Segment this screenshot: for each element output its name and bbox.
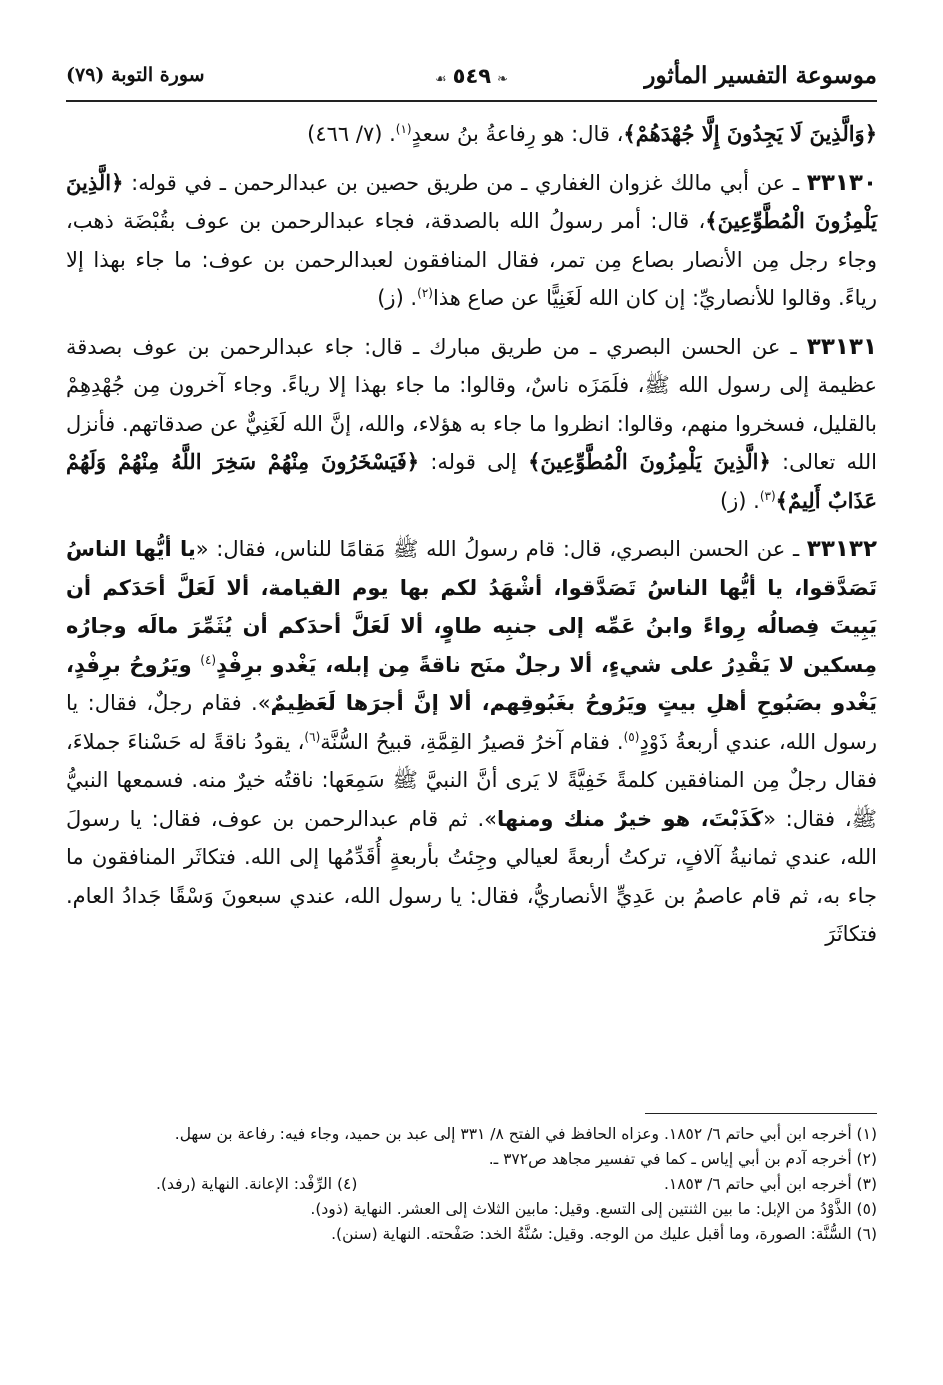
footnotes: [66, 1122, 877, 1247]
text: ، قال: أمر رسولُ الله بالصدقة، فجاء عبدالرحمن بن عوف بقُبْضَة ذهب، وجاء رجل مِن الأنصار بصاع مِن تمر، فقال المنافقون لعبدالرحمن بن عوف: ما جاء بهذا إلا رياءً. وقالوا للأنصاريِّ: إن كان الله لَغَنِيًّا عن صاع هذا: [66, 209, 877, 310]
narration-number: ٣٣١٣٠: [806, 169, 877, 196]
quran-verse: ﴿فَيَسْخَرُونَ مِنْهُمْ سَخِرَ اللَّهُ مِنْهُمْ وَلَهُمْ عَذَابٌ أَلِيمٌ﴾: [66, 449, 877, 513]
text: إلى قوله:: [419, 450, 529, 474]
footnote-ref[interactable]: (٦): [304, 729, 321, 744]
footnote-ref[interactable]: (٤): [200, 652, 217, 667]
footnote-5: (٥) الذَّوْدُ من الإبل: ما بين الثنتين إلى التسع. وقيل: مابين الثلاث إلى العشر. النهاية (ذود).: [310, 1200, 877, 1218]
hadith-text: يا أيُّها الناسُ تَصَدَّقوا، يا أيُّها الناسُ تَصَدَّقوا، أشْهَدُ لكم بها يوم القيامة، ألا لَعَلَّ أحَدَكم أن يَبِيتَ فِصالُه رِواءً وابنُ عَمِّه إلى جنبِه طاوٍ، ألا لَعَلَّ أحدَكم أن يُثَمِّرَ مالَه وجارُه مِسكين لا يَقْدِرُ على شيءٍ، ألا رجلٌ منَح ناقةً مِن إبله، يَغْدو برِفْدٍ: [66, 537, 877, 677]
paragraph-33130: [66, 164, 877, 318]
page-number-value: ٥٤٩: [452, 64, 492, 88]
text: ، يقودُ ناقةً له حَسْناءَ جملاءَ، فقال رجلٌ مِن المنافقين كلمةً خَفِيَّةً لا يَرى أنَّ النبيَّ ﷺ سَمِعَها: ناقتُه خيرٌ منه. فسمعها النبيُّ ﷺ، فقال: «: [66, 729, 877, 831]
text: ». فقام رجلٌ، فقال: يا رسول الله، عندي أربعةُ ذَوْدٍ: [66, 691, 877, 754]
footnote-4: (٤) الرِّفْد: الإعانة. النهاية (رفد).: [156, 1175, 358, 1193]
hadith-text: كَذَبْتَ، هو خيرٌ منك ومنها: [497, 806, 764, 831]
paragraph-1: [66, 115, 877, 154]
narration-number: ٣٣١٣٢: [806, 536, 877, 562]
text: . فقام آخرُ قصيرُ القِمَّةِ، قبيحُ السُّنَّة: [320, 729, 624, 754]
footnote-ref[interactable]: (٢): [417, 286, 433, 300]
footnote-row: [66, 1172, 877, 1197]
main-text: [66, 115, 877, 954]
quran-verse: ﴿الَّذِينَ يَلْمِزُونَ الْمُطَّوِّعِينَ﴾: [528, 449, 771, 474]
ornament-icon: ☙: [434, 72, 447, 87]
book-title: موسوعة التفسير المأثور: [644, 62, 877, 89]
text: ـ عن الحسن البصري ـ من طريق مبارك ـ قال: جاء عبدالرحمن بن عوف بصدقة عظيمة إلى رسول الله ﷺ، فلَمَزَه ناسٌ، وقالوا: ما جاء بهذا إلا رياءً. وجاء آخرون مِن جُهْدِهِمْ بالقليل، فسخروا منهم، وقالوا: انظروا ما جاء به هؤلاء، والله، إنَّ الله لَغَنِيٌّ عن صدقاتهم. فأنزل الله تعالى:: [66, 334, 877, 474]
text: ، قال: هو رِفاعةُ بنُ سعدٍ: [411, 122, 624, 146]
page-number: [429, 64, 514, 88]
source-ref: . (ز): [377, 286, 418, 310]
footnote-ref[interactable]: (١): [395, 122, 412, 136]
footnote-1: (١) أخرجه ابن أبي حاتم ٦/ ١٨٥٢. وعزاه الحافظ في الفتح ٨/ ٣٣١ إلى عبد بن حميد، وجاء فيه: رفاعة بن سهل.: [174, 1125, 877, 1143]
ornament-icon: ❧: [497, 72, 509, 87]
quran-verse: ﴿الَّذِينَ يَلْمِزُونَ الْمُطَّوِّعِينَ﴾: [66, 169, 877, 233]
quran-verse: ﴿وَالَّذِينَ لَا يَجِدُونَ إِلَّا جُهْدَهُمْ﴾: [623, 121, 877, 146]
text: ـ عن أبي مالك غزوان الغفاري ـ من طريق حصين بن عبدالرحمن ـ في قوله:: [123, 170, 800, 195]
footnote-2: (٢) أخرجه آدم بن أبي إياس ـ كما في تفسير مجاهد ص٣٧٢ ـ.: [488, 1150, 877, 1168]
text: ـ عن الحسن البصري، قال: قام رسولُ الله ﷺ مَقامًا للناس، فقال: «: [195, 537, 800, 561]
surah-title: سورة التوبة (٧٩): [66, 64, 205, 86]
footnote-6: (٦) السُّنَّة: الصورة، وما أقبل عليك من الوجه. وقيل: سُنَّةُ الخد: صَفْحته. النهاية (سنن).: [331, 1225, 877, 1243]
source-ref: . (٧/ ٤٦٦): [307, 122, 396, 146]
footnote-separator: [645, 1113, 877, 1114]
text: ». ثم قام عبدالرحمن بن عوف، فقال: يا رسولَ الله، عندي ثمانيةُ آلافٍ، تركتُ أربعةً لعيالي وجِئتُ بأربعةٍ أُقَدِّمُها إلى الله. فتكاثَر المنافقون ما جاء به، ثم قام عاصمُ بن عَدِيٍّ الأنصاريُّ، فقال: يا رسول الله، عندي سبعونَ وَسْقًا جَدادُ العام. فتكاثَرَ: [66, 806, 877, 946]
footnote-3: (٣) أخرجه ابن أبي حاتم ٦/ ١٨٥٣.: [663, 1175, 877, 1193]
narration-number: ٣٣١٣١: [806, 333, 877, 360]
paragraph-33131: [66, 328, 877, 521]
source-ref: . (ز): [719, 488, 760, 513]
footnote-ref[interactable]: (٥): [623, 729, 640, 744]
page-header: [66, 60, 877, 102]
footnote-ref[interactable]: (٣): [759, 488, 776, 503]
paragraph-33132: [66, 530, 877, 954]
hadith-text: ويَرُوحُ برِفْدٍ، يَغْدو بصَبُوحِ أهلِ بيتٍ ويَرُوحُ بغَبُوقِهم، ألا إنَّ أجرَها لَعَظِيمٌ: [66, 652, 877, 715]
